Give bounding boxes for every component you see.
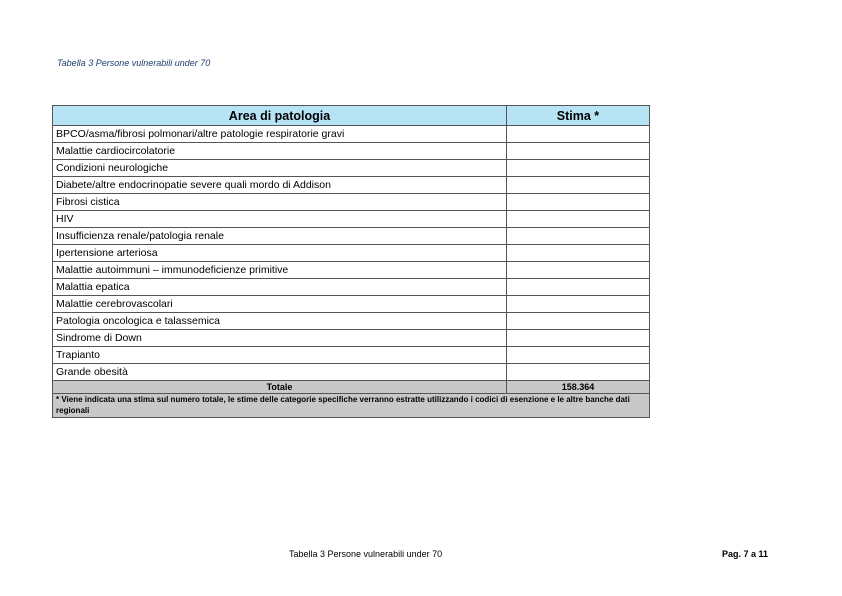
row-area-cell: Trapianto: [53, 347, 507, 364]
table-row: [53, 296, 650, 313]
row-area-cell: Ipertensione arteriosa: [53, 245, 507, 262]
row-area-cell: Sindrome di Down: [53, 330, 507, 347]
row-stima-cell: [507, 262, 650, 279]
table-row: [53, 228, 650, 245]
table-row: [53, 160, 650, 177]
column-header-area: Area di patologia: [53, 106, 507, 126]
note-row: [53, 394, 650, 418]
row-area-cell: Condizioni neurologiche: [53, 160, 507, 177]
row-stima-cell: [507, 126, 650, 143]
row-area-cell: Malattia epatica: [53, 279, 507, 296]
table-row: [53, 364, 650, 381]
table-row: [53, 279, 650, 296]
table-row: [53, 211, 650, 228]
row-area-cell: Malattie autoimmuni – immunodeficienze primitive: [53, 262, 507, 279]
row-stima-cell: [507, 330, 650, 347]
row-stima-cell: [507, 160, 650, 177]
row-area-cell: Diabete/altre endocrinopatie severe quali mordo di Addison: [53, 177, 507, 194]
table-row: [53, 245, 650, 262]
table-note: * Viene indicata una stima sul numero totale, le stime delle categorie specifiche verranno estratte utilizzando i codici di esenzione e le altre banche dati regionali: [53, 394, 650, 418]
table-row: [53, 262, 650, 279]
row-stima-cell: [507, 364, 650, 381]
table-row: [53, 313, 650, 330]
table-header-row: [53, 106, 650, 126]
footer-title: Tabella 3 Persone vulnerabili under 70: [289, 549, 443, 559]
row-stima-cell: [507, 313, 650, 330]
row-stima-cell: [507, 177, 650, 194]
page-number: Pag. 7 a 11: [722, 549, 769, 559]
total-value: 158.364: [507, 381, 650, 394]
table-row: [53, 143, 650, 160]
table-row: [53, 330, 650, 347]
table-caption: Tabella 3 Persone vulnerabili under 70: [57, 58, 211, 68]
row-stima-cell: [507, 228, 650, 245]
row-stima-cell: [507, 347, 650, 364]
row-stima-cell: [507, 279, 650, 296]
row-area-cell: Malattie cardiocircolatorie: [53, 143, 507, 160]
table-row: [53, 126, 650, 143]
row-stima-cell: [507, 245, 650, 262]
row-area-cell: Insufficienza renale/patologia renale: [53, 228, 507, 245]
row-stima-cell: [507, 296, 650, 313]
table-row: [53, 347, 650, 364]
row-stima-cell: [507, 143, 650, 160]
table-row: [53, 177, 650, 194]
row-stima-cell: [507, 211, 650, 228]
column-header-stima: Stima *: [507, 106, 650, 126]
row-stima-cell: [507, 194, 650, 211]
pathology-table: [52, 105, 650, 418]
row-area-cell: Grande obesità: [53, 364, 507, 381]
row-area-cell: HIV: [53, 211, 507, 228]
total-row: [53, 381, 650, 394]
row-area-cell: Fibrosi cistica: [53, 194, 507, 211]
total-label: Totale: [53, 381, 507, 394]
row-area-cell: BPCO/asma/fibrosi polmonari/altre patologie respiratorie gravi: [53, 126, 507, 143]
row-area-cell: Malattie cerebrovascolari: [53, 296, 507, 313]
row-area-cell: Patologia oncologica e talassemica: [53, 313, 507, 330]
table-row: [53, 194, 650, 211]
